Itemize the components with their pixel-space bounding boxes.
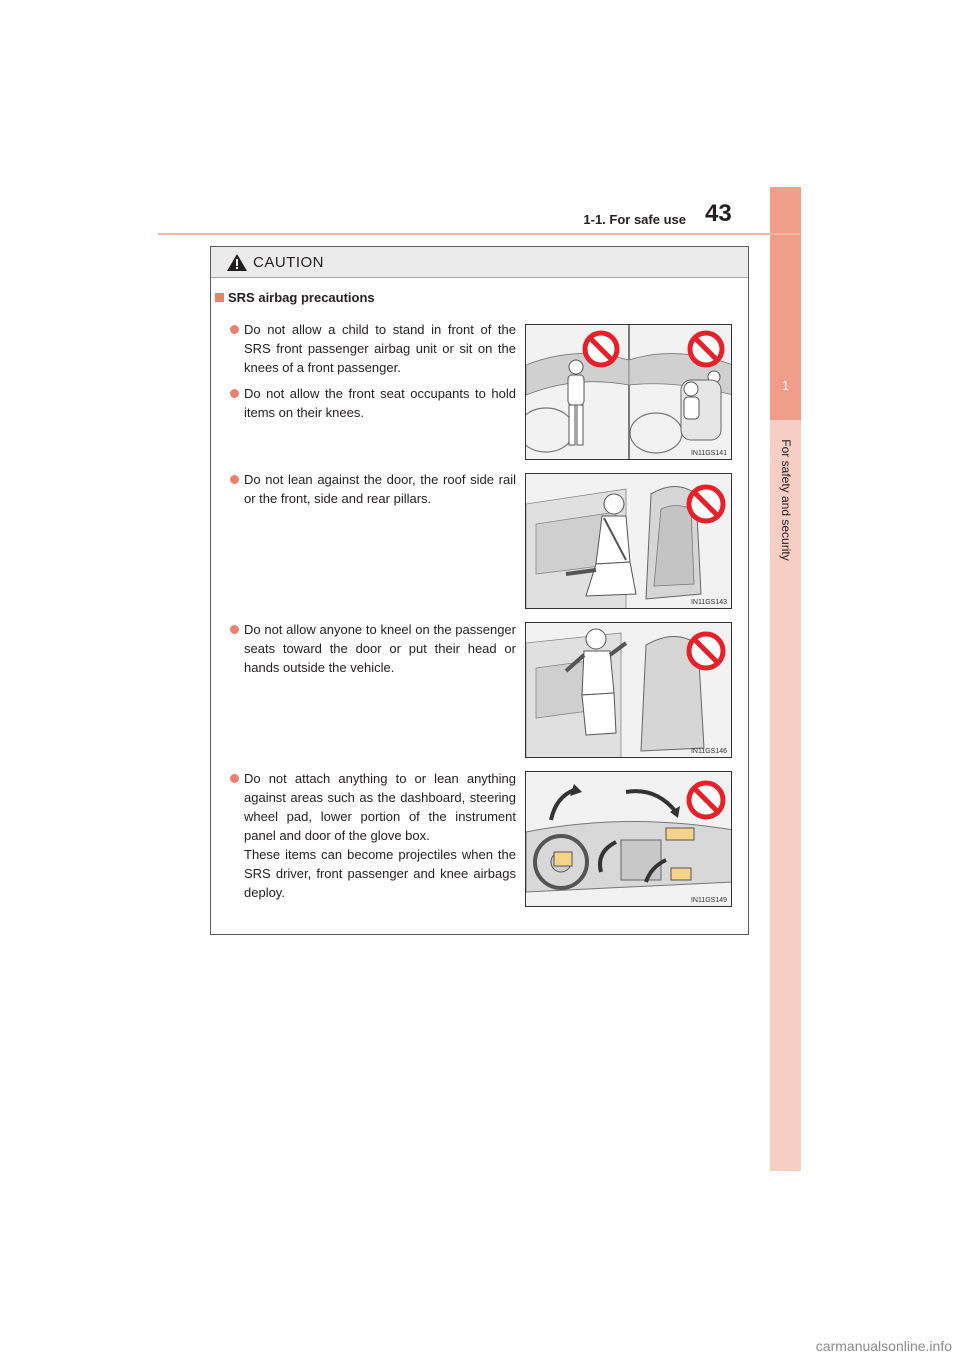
caution-title: CAUTION: [253, 254, 324, 271]
srs-section-title-text: SRS airbag precautions: [228, 290, 375, 305]
caution-header: [211, 247, 748, 278]
chapter-title: For safety and security: [779, 439, 793, 561]
bullet-text: Do not allow the front seat occupants to hold items on their knees.: [244, 386, 516, 420]
illustration-code: IN11GS149: [690, 897, 727, 904]
chapter-number: 1: [781, 378, 790, 393]
bullet-text: Do not attach anything to or lean anything against areas such as the dashboard, steering wheel pad, lower portion of the instrument panel and door of the glove box.: [244, 771, 516, 843]
illustration-code: IN11GS143: [690, 599, 727, 606]
bullet-text: Do not lean against the door, the roof side rail or the front, side and rear pillars.: [244, 472, 516, 506]
illustration-code: IN11GS141: [690, 450, 727, 457]
warning-triangle-icon: [227, 254, 247, 271]
bullet-item: [230, 470, 516, 508]
watermark: carmanualsonline.info: [815, 1338, 952, 1354]
bullet-dot-icon: [230, 325, 239, 334]
srs-section-title: [215, 290, 375, 305]
header-rule: [158, 233, 800, 235]
items-on-dashboard-prohibited-illustration: [525, 771, 732, 907]
bullet-item: [230, 620, 516, 677]
chapter-tab: [770, 187, 801, 420]
bullet-text-continued: These items can become projectiles when the SRS driver, front passenger and knee airbags deploy.: [244, 847, 516, 900]
leaning-on-door-prohibited-illustration: [525, 473, 732, 609]
bullet-item: [230, 320, 516, 377]
bullet-dot-icon: [230, 625, 239, 634]
kneeling-on-seat-prohibited-illustration: [525, 622, 732, 758]
bullet-text: Do not allow anyone to kneel on the passenger seats toward the door or put their head or hands outside the vehicle.: [244, 622, 516, 675]
bullet-item: [230, 769, 516, 902]
bullet-item: [230, 384, 516, 422]
illustration-code: IN11GS146: [690, 748, 727, 755]
section-square-icon: [215, 293, 224, 302]
page-number: 43: [705, 200, 732, 227]
bullet-dot-icon: [230, 389, 239, 398]
bullet-text: Do not allow a child to stand in front of the SRS front passenger airbag unit or sit on the knees of a front passenger.: [244, 322, 516, 375]
bullet-dot-icon: [230, 475, 239, 484]
section-heading: 1-1. For safe use: [583, 212, 686, 227]
child-on-passenger-prohibited-illustration: [525, 324, 732, 460]
bullet-dot-icon: [230, 774, 239, 783]
caution-box: [210, 246, 749, 935]
